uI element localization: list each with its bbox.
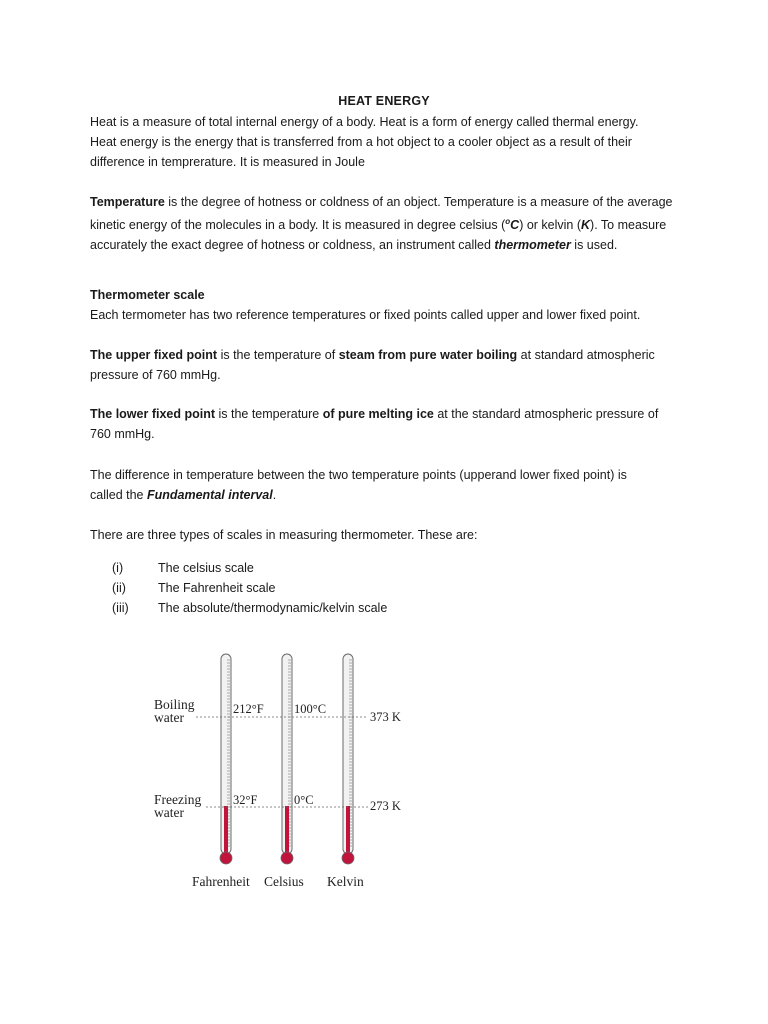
boiling-label: Boiling xyxy=(154,697,195,712)
term-upper-fixed-point: The upper fixed point xyxy=(90,348,218,362)
freezing-label-water: water xyxy=(154,805,184,820)
text-line: The difference in temperature between the two temperature points (upperand lower fixed point) is xyxy=(90,468,627,482)
text-span: called the xyxy=(90,488,147,502)
list-number: (iii) xyxy=(112,601,129,615)
text-span: is used. xyxy=(570,238,618,253)
text-span: . xyxy=(272,488,277,502)
celsius-boiling-value: 100°C xyxy=(294,702,327,716)
fahrenheit-freezing-value: 32°F xyxy=(233,793,258,807)
text-span: ) or kelvin ( xyxy=(519,218,582,233)
text-line: difference in tempreraturе. It is measured in Joule xyxy=(90,155,365,169)
kelvin-boiling-value: 373 K xyxy=(370,710,401,724)
text-span: at standard atmospheric xyxy=(517,348,655,362)
scale-name-celsius: Celsius xyxy=(264,874,304,889)
fahrenheit-boiling-value: 212°F xyxy=(233,702,264,716)
text-line: Each termometer has two reference temperatures or fixed points called upper and lower fixed point. xyxy=(90,308,641,322)
boiling-label-water: water xyxy=(154,710,184,725)
text-line: Heat energy is the energy that is transferred from a hot object to a cooler object as a result of their xyxy=(90,135,632,149)
liquid-fahrenheit xyxy=(224,806,228,854)
degree-symbol: o xyxy=(505,217,511,226)
text-span: accurately the exact degree of hotness or coldness, an instrument called xyxy=(90,238,495,253)
bulb-fahrenheit xyxy=(220,852,232,864)
text-span: is the temperature xyxy=(215,407,323,421)
kelvin-symbol: K xyxy=(581,218,591,233)
text-line: pressure of 760 mmHg. xyxy=(90,368,221,382)
celsius-freezing-value: 0°C xyxy=(294,793,314,807)
bulb-celsius xyxy=(281,852,293,864)
freezing-label: Freezing xyxy=(154,792,202,807)
text-span: is the degree of hotness or coldness of an object. Temperature is a measure of the average xyxy=(164,195,673,209)
term-lower-fixed-point: The lower fixed point xyxy=(90,407,216,421)
text-line: There are three types of scales in measuring thermometer. These are: xyxy=(90,528,478,542)
list-label: The celsius scale xyxy=(158,561,254,575)
text-span: ). To measure xyxy=(590,218,667,233)
list-number: (i) xyxy=(112,561,124,575)
list-label: The Fahrenheit scale xyxy=(158,581,276,595)
term-fundamental-interval: Fundamental interval xyxy=(146,488,273,502)
text-line: Heat is a measure of total internal energy of a body. Heat is a form of energy called thermal energy. xyxy=(90,115,639,129)
bulb-kelvin xyxy=(342,852,354,864)
scale-name-kelvin: Kelvin xyxy=(327,874,364,889)
liquid-kelvin xyxy=(346,806,350,854)
list-label: The absolute/thermodynamic/kelvin scale xyxy=(158,601,388,615)
text-line: 760 mmHg. xyxy=(90,427,155,441)
heading-text: Thermometer scale xyxy=(90,288,205,302)
term-temperature: Temperature xyxy=(90,195,165,209)
text-span: at the standard atmospheric pressure of xyxy=(433,407,659,421)
kelvin-freezing-value: 273 K xyxy=(370,799,401,813)
list-number: (ii) xyxy=(112,581,126,595)
page-title: HEAT ENERGY xyxy=(338,94,430,108)
scale-name-fahrenheit: Fahrenheit xyxy=(192,874,250,889)
bold-text: of pure melting ice xyxy=(322,407,434,421)
text-span: is the temperature of xyxy=(217,348,339,362)
celsius-symbol: C xyxy=(510,218,520,233)
term-thermometer: thermometer xyxy=(494,238,571,253)
bold-text: steam from pure water boiling xyxy=(338,348,518,362)
liquid-celsius xyxy=(285,806,289,854)
text-span: kinetic energy of the molecules in a body. It is measured in degree celsius ( xyxy=(90,218,506,233)
